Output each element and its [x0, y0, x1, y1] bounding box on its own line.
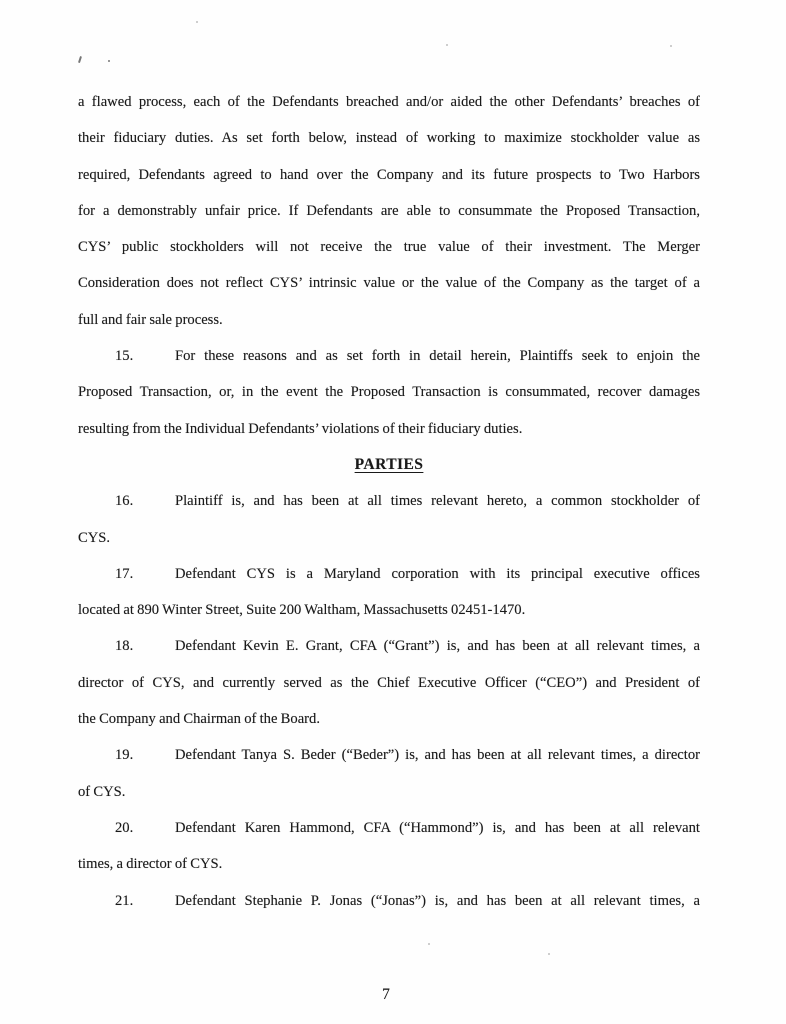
line-text: director of CYS, and currently served as the Chief Executive Officer (“CEO”) and President of	[78, 674, 700, 691]
page-number: 7	[382, 986, 390, 1003]
line-text: full and fair sale process.	[78, 311, 223, 328]
text-line	[78, 84, 700, 120]
text-line	[78, 520, 700, 556]
line-text: times, a director of CYS.	[78, 856, 223, 873]
scan-speck	[108, 60, 110, 62]
section-heading	[78, 447, 700, 483]
line-text: their fiduciary duties. As set forth below, instead of working to maximize stockholder value as	[78, 130, 700, 147]
text-line	[78, 338, 700, 374]
text-line	[78, 810, 700, 846]
scan-speck	[428, 943, 430, 945]
text-line	[78, 193, 700, 229]
line-text: Defendant Karen Hammond, CFA (“Hammond”) is, and has been at all relevant	[175, 819, 700, 836]
paragraph-number: 20.	[115, 819, 134, 836]
text-line	[78, 737, 700, 773]
document-body	[78, 84, 700, 919]
line-text: CYS’ public stockholders will not receive the true value of their investment. The Merger	[78, 239, 700, 256]
line-text: located at 890 Winter Street, Suite 200 Waltham, Massachusetts 02451-1470.	[78, 602, 526, 619]
text-line	[78, 483, 700, 519]
paragraph-number: 18.	[115, 638, 134, 655]
text-line	[78, 302, 700, 338]
scan-speck	[446, 44, 448, 46]
text-line	[78, 628, 700, 664]
text-line	[78, 701, 700, 737]
paragraph-number: 19.	[115, 747, 134, 764]
line-text: a flawed process, each of the Defendants breached and/or aided the other Defendants’ breaches of	[78, 94, 700, 110]
line-text: for a demonstrably unfair price. If Defendants are able to consummate the Proposed Transaction,	[78, 202, 700, 219]
line-text: For these reasons and as set forth in detail herein, Plaintiffs seek to enjoin the	[175, 348, 700, 365]
text-line	[78, 229, 700, 265]
line-text: resulting from the Individual Defendants’ violations of their fiduciary duties.	[78, 420, 523, 437]
text-line	[78, 157, 700, 193]
paragraph-number: 15.	[115, 348, 134, 365]
line-text: Consideration does not reflect CYS’ intrinsic value or the value of the Company as the target of a	[78, 275, 700, 292]
heading-text: PARTIES	[354, 455, 424, 473]
scan-speck	[196, 21, 198, 23]
line-text: the Company and Chairman of the Board.	[78, 711, 320, 728]
scan-speck	[548, 953, 550, 955]
scan-speck	[670, 45, 672, 47]
line-text: Defendant Stephanie P. Jonas (“Jonas”) is, and has been at all relevant times, a	[175, 892, 700, 909]
line-text: Defendant Kevin E. Grant, CFA (“Grant”) is, and has been at all relevant times, a	[175, 638, 700, 655]
line-text: Proposed Transaction, or, in the event the Proposed Transaction is consummated, recover damages	[78, 384, 700, 401]
text-line	[78, 374, 700, 410]
text-line	[78, 883, 700, 919]
line-text: Plaintiff is, and has been at all times relevant hereto, a common stockholder of	[175, 493, 700, 510]
scan-speck	[78, 56, 82, 63]
text-line	[78, 265, 700, 301]
line-text: Defendant CYS is a Maryland corporation with its principal executive offices	[175, 565, 700, 582]
text-line	[78, 411, 700, 447]
paragraph-number: 17.	[115, 565, 134, 582]
paragraph-number: 16.	[115, 493, 134, 510]
line-text: CYS.	[78, 529, 111, 546]
text-line	[78, 846, 700, 882]
text-line	[78, 665, 700, 701]
line-text: Defendant Tanya S. Beder (“Beder”) is, and has been at all relevant times, a director	[175, 747, 700, 764]
line-text: of CYS.	[78, 783, 126, 800]
text-line	[78, 556, 700, 592]
text-line	[78, 120, 700, 156]
text-line	[78, 592, 700, 628]
line-text: required, Defendants agreed to hand over the Company and its future prospects to Two Harbors	[78, 166, 700, 183]
paragraph-number: 21.	[115, 892, 134, 909]
text-line	[78, 774, 700, 810]
